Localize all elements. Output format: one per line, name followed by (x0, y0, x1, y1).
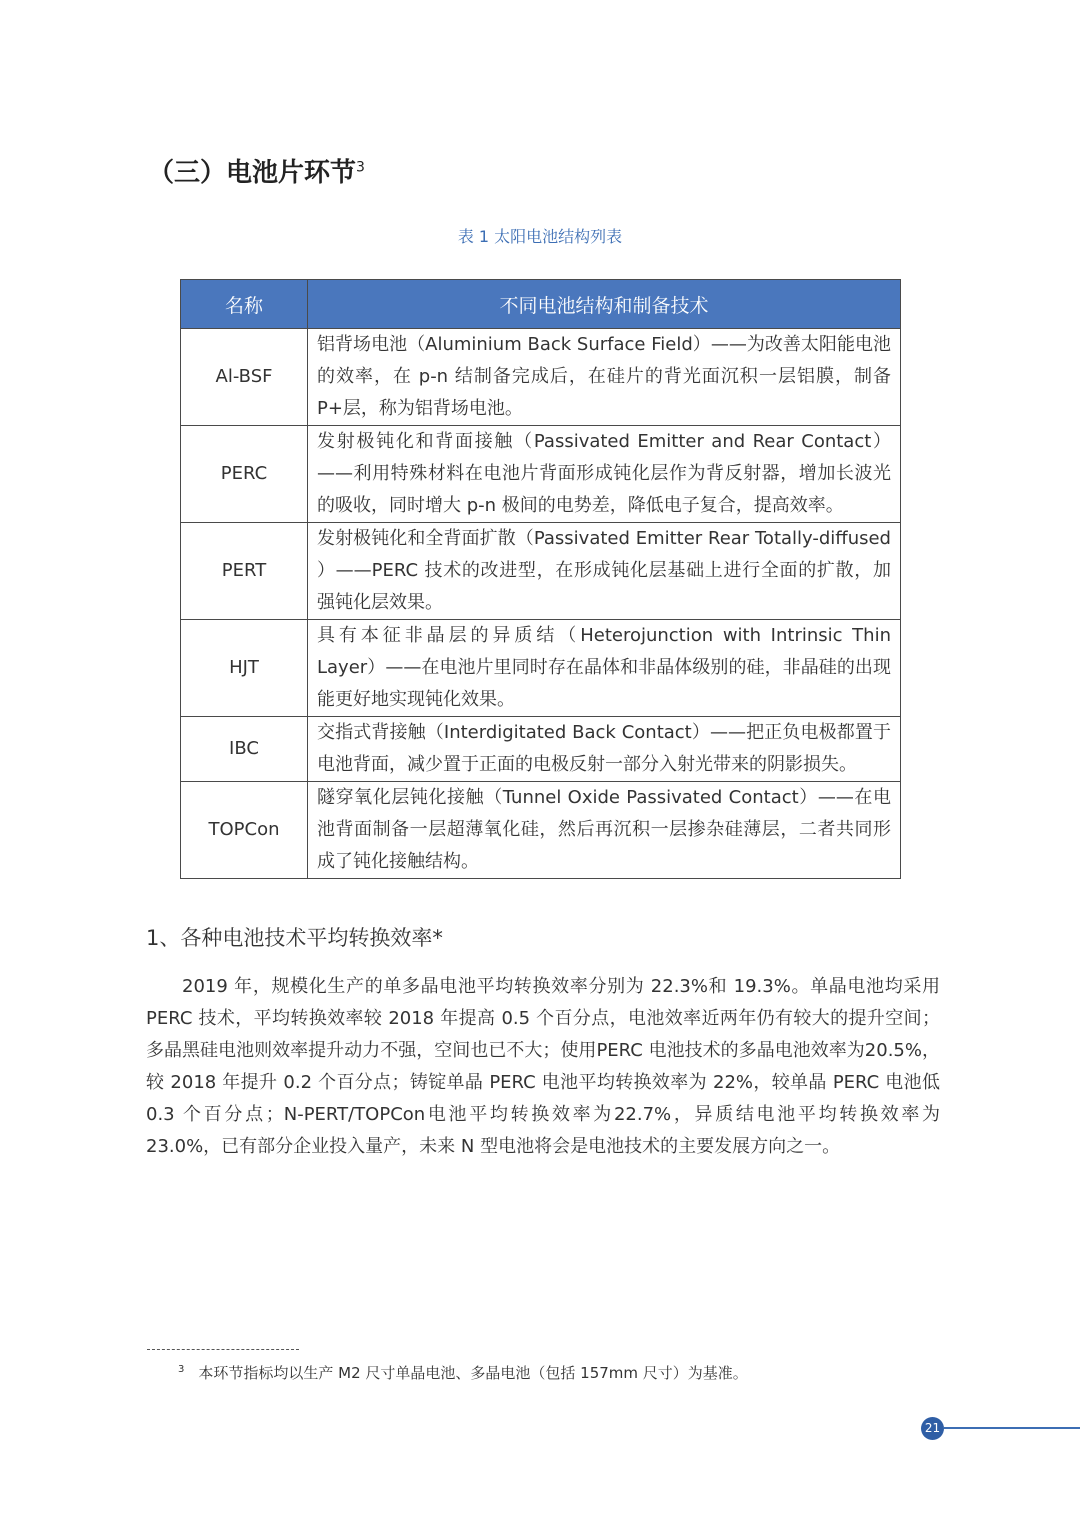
page-number-line (944, 1427, 1080, 1429)
table-row (181, 426, 901, 523)
table-row (181, 717, 901, 782)
table-header-row (181, 280, 901, 329)
footnote-text: 本环节指标均以生产 M2 尺寸单晶电池、多晶电池（包括 157mm 尺寸）为基准。 (198, 1364, 748, 1382)
footnote-reference: 3 (356, 159, 365, 176)
table-row (181, 782, 901, 879)
header-name: 名称 (181, 280, 308, 329)
row-description: 发射极钝化和背面接触（Passivated Emitter and Rear Contact）——利用特殊材料在电池片背面形成钝化层作为背反射器，增加长波光的吸收，同时增大 p-n 极间的电势差，降低电子复合，提高效率。 (308, 426, 901, 523)
row-name: IBC (181, 717, 308, 782)
page-number-badge: 21 (921, 1417, 944, 1440)
row-description: 交指式背接触（Interdigitated Back Contact）——把正负电极都置于电池背面，减少置于正面的电极反射一部分入射光带来的阴影损失。 (308, 717, 901, 782)
table-row (181, 523, 901, 620)
row-name: PERC (181, 426, 308, 523)
table-caption: 表 1 太阳电池结构列表 (457, 227, 623, 246)
row-description: 铝背场电池（Aluminium Back Surface Field）——为改善太阳能电池的效率，在 p-n 结制备完成后，在硅片的背光面沉积一层铝膜，制备 P+层，称为铝背场电池。 (308, 329, 901, 426)
table-row (181, 329, 901, 426)
row-name: PERT (181, 523, 308, 620)
footnote (178, 1362, 748, 1383)
header-description: 不同电池结构和制备技术 (308, 280, 901, 329)
footnote-mark: 3 (178, 1364, 185, 1375)
footnote-divider (147, 1349, 299, 1350)
section-heading (148, 152, 365, 189)
row-name: HJT (181, 620, 308, 717)
cell-structure-table (180, 279, 901, 879)
row-description: 具有本征非晶层的异质结（Heterojunction with Intrinsic Thin Layer）——在电池片里同时存在晶体和非晶体级别的硅，非晶硅的出现能更好地实现钝化效果。 (308, 620, 901, 717)
section-heading-text: （三）电池片环节 (148, 158, 357, 188)
body-paragraph: 2019 年，规模化生产的单多晶电池平均转换效率分别为 22.3%和 19.3%。单晶电池均采用 PERC 技术，平均转换效率较 2018 年提高 0.5 个百分点，电池效率近两年仍有较大的提升空间；多晶黑硅电池则效率提升动力不强，空间也已不大；使用PERC 电池技术的多晶电池效率为20.5%，较 2018 年提升 0.2 个百分点；铸锭单晶 PERC 电池平均转换效率为 22%，较单晶 PERC 电池低 0.3 个百分点；N-PERT/TOPCon电池平均转换效率为22.7%，异质结电池平均转换效率为23.0%，已有部分企业投入量产，未来 N 型电池将会是电池技术的主要发展方向之一。 (146, 976, 940, 1157)
row-name: TOPCon (181, 782, 308, 879)
row-name: Al-BSF (181, 329, 308, 426)
subsection-title: 1、各种电池技术平均转换效率* (146, 926, 443, 950)
row-description: 发射极钝化和全背面扩散（Passivated Emitter Rear Totally-diffused ）——PERC 技术的改进型，在形成钝化层基础上进行全面的扩散，加强钝化层效果。 (308, 523, 901, 620)
row-description: 隧穿氧化层钝化接触（Tunnel Oxide Passivated Contact）——在电池背面制备一层超薄氧化硅，然后再沉积一层掺杂硅薄层，二者共同形成了钝化接触结构。 (308, 782, 901, 879)
table-row (181, 620, 901, 717)
